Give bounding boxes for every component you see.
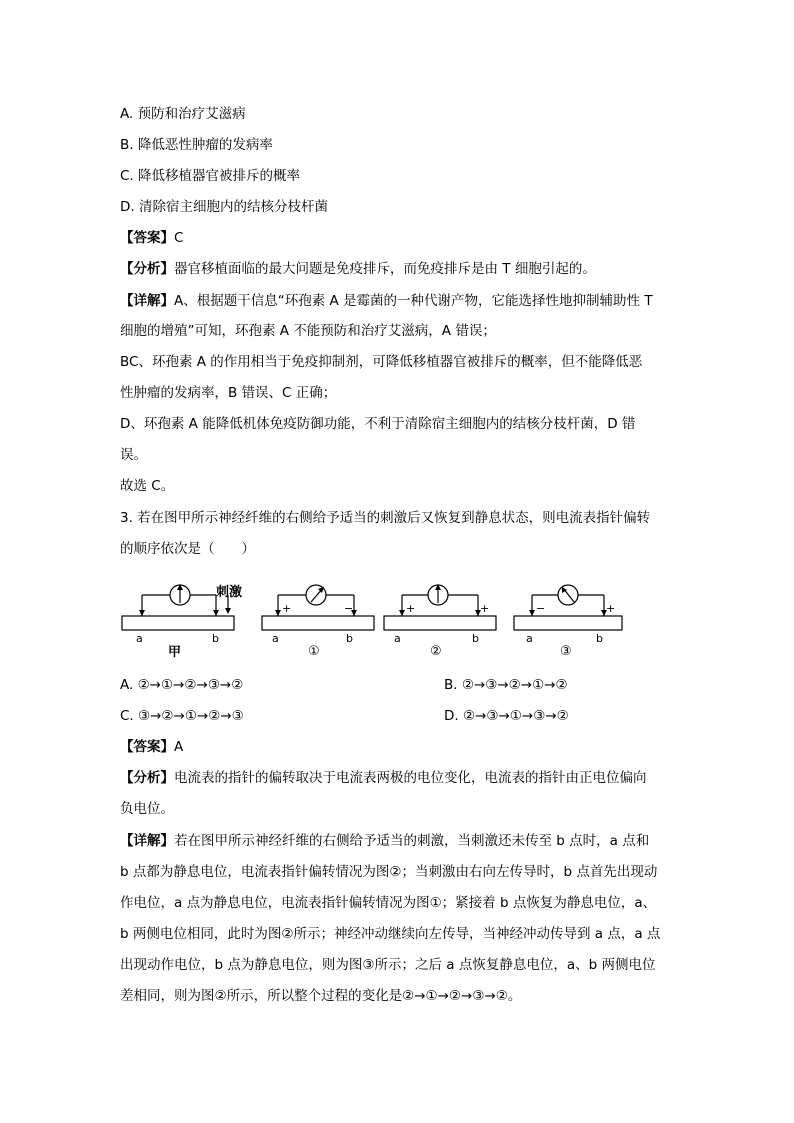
point-a-label: a <box>394 632 401 645</box>
point-a-label: a <box>272 632 279 645</box>
q2-detail-line: 性肿瘤的发病率，B 错误、C 正确； <box>120 385 337 401</box>
q3-option-a: A. ②→①→②→③→② <box>120 677 244 693</box>
answer-tag: 【答案】 <box>120 230 174 246</box>
q3-option-d: D. ②→③→①→③→② <box>444 708 569 724</box>
nerve-fiber-bar <box>514 616 622 630</box>
answer-tag: 【答案】 <box>120 739 174 755</box>
q3-option-b: B. ②→③→②→①→② <box>444 677 568 693</box>
figure-caption: ② <box>430 644 442 659</box>
point-b-label: b <box>346 632 353 645</box>
q3-detail-line: b 点都为静息电位，电流表指针偏转情况为图②；当刺激由右向左传导时，b 点首先出现动 <box>120 864 658 880</box>
detail-text: A、根据题干信息“环孢素 A 是霉菌的一种代谢产物，它能选择性地抑制辅助性 T <box>174 293 653 309</box>
detail-tag: 【详解】 <box>120 293 174 309</box>
plus-sign: + <box>282 602 292 615</box>
q3-option-c: C. ③→②→①→②→③ <box>120 708 244 724</box>
analysis-tag: 【分析】 <box>120 770 174 786</box>
option-a: A. 预防和治疗艾滋病 <box>120 106 246 122</box>
stimulus-label: 刺激 <box>216 585 243 600</box>
figure-caption: 甲 <box>168 645 182 660</box>
answer-value: A <box>174 739 184 755</box>
q2-answer <box>120 229 183 247</box>
q3-detail-line: 差相同，则为图②所示，所以整个过程的变化是②→①→②→③→②。 <box>120 988 522 1004</box>
minus-sign: − <box>344 602 354 615</box>
point-a-label: a <box>526 632 533 645</box>
q3-stem-line: 的顺序依次是（ ） <box>120 541 255 557</box>
plus-sign: + <box>480 602 490 615</box>
q3-detail-line: 作电位，a 点为静息电位，电流表指针偏转情况为图①；紧接着 b 点恢复为静息电位，a、 <box>120 895 657 911</box>
nerve-fiber-bar <box>122 616 234 630</box>
plus-sign: + <box>606 602 616 615</box>
option-c: C. 降低移植器官被排斥的概率 <box>120 168 301 184</box>
figure-caption: ③ <box>560 644 572 659</box>
detail-tag: 【详解】 <box>120 833 174 849</box>
option-d: D. 清除宿主细胞内的结核分枝杆菌 <box>120 199 328 215</box>
nerve-fiber-figure <box>120 576 630 660</box>
point-b-label: b <box>212 632 219 645</box>
q3-analysis-line: 负电位。 <box>120 801 174 817</box>
q3-analysis-line <box>120 769 647 787</box>
minus-sign: − <box>536 602 546 615</box>
q2-detail-line: D、环孢素 A 能降低机体免疫防御功能，不利于清除宿主细胞内的结核分枝杆菌，D 错 <box>120 416 636 432</box>
figure-caption: ① <box>308 644 320 659</box>
q3-answer <box>120 738 183 756</box>
answer-value: C <box>174 230 184 246</box>
q2-analysis <box>120 260 596 278</box>
nerve-fiber-bar <box>262 616 374 630</box>
analysis-text: 电流表的指针的偏转取决于电流表两极的电位变化，电流表的指针由正电位偏向 <box>174 770 647 786</box>
q2-detail-line: 误。 <box>120 447 147 463</box>
option-b: B. 降低恶性肿瘤的发病率 <box>120 137 273 153</box>
q3-detail-line: 出现动作电位，b 点为静息电位，则为图③所示；之后 a 点恢复静息电位，a、b 两侧电位 <box>120 957 656 973</box>
analysis-tag: 【分析】 <box>120 261 174 277</box>
point-b-label: b <box>472 632 479 645</box>
q3-stem-line: 3. 若在图甲所示神经纤维的右侧给予适当的刺激后又恢复到静息状态，则电流表指针偏转 <box>120 510 651 526</box>
q3-detail-line <box>120 832 649 850</box>
point-b-label: b <box>596 632 603 645</box>
q2-detail-line: 故选 C。 <box>120 478 175 494</box>
analysis-text: 器官移植面临的最大问题是免疫排斥，而免疫排斥是由 T 细胞引起的。 <box>174 261 596 277</box>
detail-text: 若在图甲所示神经纤维的右侧给予适当的刺激，当刺激还未传至 b 点时，a 点和 <box>174 833 650 849</box>
nerve-fiber-bar <box>384 616 496 630</box>
plus-sign: + <box>406 602 416 615</box>
q2-detail-line: BC、环孢素 A 的作用相当于免疫抑制剂，可降低移植器官被排斥的概率，但不能降低恶 <box>120 354 643 370</box>
q3-detail-line: b 两侧电位相同，此时为图②所示；神经冲动继续向左传导，当神经冲动传导到 a 点，a 点 <box>120 926 661 942</box>
q2-detail-line: 细胞的增殖”可知，环孢素 A 不能预防和治疗艾滋病，A 错误； <box>120 323 496 339</box>
q2-detail-line <box>120 292 653 310</box>
point-a-label: a <box>136 632 143 645</box>
